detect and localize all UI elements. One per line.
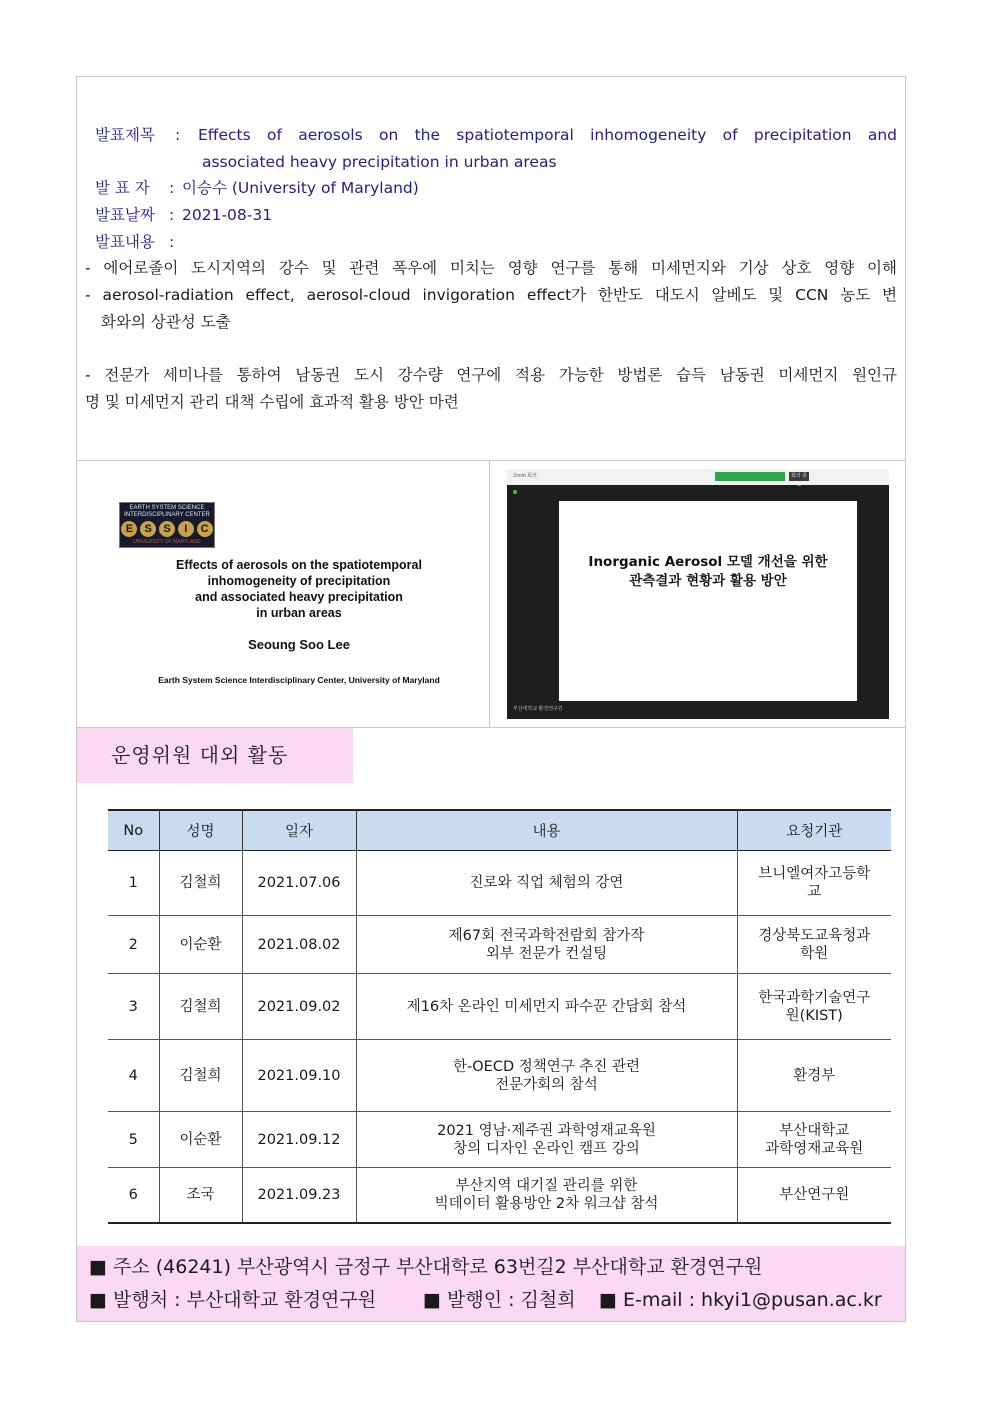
presentation-title-line2: associated heavy precipitation in urban areas [202, 153, 557, 171]
row-content: 한-OECD 정책연구 추진 관련 전문가회의 참석 [356, 1040, 737, 1112]
row-org: 부산대학교 과학영재교육원 [737, 1112, 891, 1168]
row-date: 2021.09.10 [242, 1040, 356, 1112]
logo-letter: I [178, 521, 194, 537]
photo-divider [489, 461, 490, 727]
presenter-name: 이승수 (University of Maryland) [182, 179, 419, 197]
logo-letter: E [121, 521, 137, 537]
logo-bottom-text: UNIVERSITY OF MARYLAND [133, 539, 201, 545]
footer [77, 1246, 905, 1321]
row-name: 이순환 [159, 1112, 242, 1168]
row-org: 경상북도교육청과 학원 [737, 916, 891, 974]
zoom-screenshot-right [507, 469, 889, 719]
row-date: 2021.09.02 [242, 974, 356, 1040]
activities-table [108, 809, 891, 1224]
header-content: 내용 [356, 810, 737, 851]
row-content: 진로와 직업 체험의 강연 [356, 851, 737, 916]
newsletter-page [76, 76, 906, 1322]
logo-letters [120, 521, 214, 537]
presentation-date: 2021-08-31 [182, 206, 273, 224]
row-date: 2021.08.02 [242, 916, 356, 974]
date-colon: : [169, 206, 175, 224]
row-no: 5 [108, 1112, 159, 1168]
content-bullet-2-line2: 화와의 상관성 도출 [101, 313, 231, 331]
footer-email: ■ E-mail : hkyi1@pusan.ac.kr [599, 1289, 882, 1311]
zoom-shared-slide [559, 501, 857, 701]
row-content: 제67회 전국과학전람회 참가작 외부 전문가 컨설팅 [356, 916, 737, 974]
table-row [108, 1040, 891, 1112]
zoom-status-dot [513, 490, 517, 494]
content-bullet-3-line1: - 전문가 세미나를 통하여 남동권 도시 강수량 연구에 적용 가능한 방법론 습득 남동권 미세먼지 원인규 [85, 366, 897, 384]
row-org: 환경부 [737, 1040, 891, 1112]
zoom-app-name: Zoom 회의 [513, 473, 537, 479]
table-header-row [108, 810, 891, 851]
content-label: 발표내용 [95, 233, 155, 251]
activities-heading: 운영위원 대외 활동 [77, 728, 353, 783]
content-colon: : [169, 233, 175, 251]
presentation-section [77, 77, 905, 461]
title-label: 발표제목 [95, 126, 155, 144]
row-content: 2021 영남·제주권 과학영재교육원 창의 디자인 온라인 캠프 강의 [356, 1112, 737, 1168]
header-date: 일자 [242, 810, 356, 851]
footer-address: ■ 주소 (46241) 부산광역시 금정구 부산대학로 63번길2 부산대학교 환경연구원 [89, 1256, 763, 1278]
slide-screenshot-left [89, 483, 473, 715]
logo-letter: S [140, 521, 156, 537]
table-row [108, 851, 891, 916]
table-row [108, 1168, 891, 1223]
footer-publisher: ■ 발행처 : 부산대학교 환경연구원 [89, 1289, 377, 1311]
row-no: 6 [108, 1168, 159, 1223]
slide-title: Effects of aerosols on the spatiotemporal inhomogeneity of precipitation and associated heavy precipitation in urban areas [176, 558, 422, 620]
zoom-slide-title: Inorganic Aerosol 모델 개선을 위한 관측결과 현황과 활용 방안 [588, 554, 828, 589]
row-no: 1 [108, 851, 159, 916]
essic-logo [119, 502, 215, 548]
logo-top-text: EARTH SYSTEM SCIENCE INTERDISCIPLINARY CENTER [124, 505, 210, 518]
zoom-share-indicator [715, 472, 785, 481]
row-content: 제16차 온라인 미세먼지 파수꾼 간담회 참석 [356, 974, 737, 1040]
table-row [108, 974, 891, 1040]
presenter-label: 발 표 자 [95, 179, 150, 197]
content-bullet-2-line1: - aerosol-radiation effect, aerosol-cloud invigoration effect가 한반도 대도시 알베도 및 CCN 농도 변 [85, 286, 897, 304]
row-org: 한국과학기술연구 원(KIST) [737, 974, 891, 1040]
header-name: 성명 [159, 810, 242, 851]
row-content: 부산지역 대기질 관리를 위한 빅데이터 활용방안 2차 워크샵 참석 [356, 1168, 737, 1223]
table-row [108, 916, 891, 974]
content-bullet-1: - 에어로졸이 도시지역의 강수 및 관련 폭우에 미치는 영향 연구를 통해 미세먼지와 기상 상호 영향 이해 [85, 259, 897, 277]
content-bullet-3-line2: 명 및 미세먼지 관리 대책 수립에 효과적 활용 방안 마련 [85, 393, 459, 411]
row-name: 김철희 [159, 974, 242, 1040]
row-no: 4 [108, 1040, 159, 1112]
presenter-colon: : [169, 179, 175, 197]
footer-issuer: ■ 발행인 : 김철희 [423, 1289, 576, 1311]
row-no: 2 [108, 916, 159, 974]
logo-letter: S [159, 521, 175, 537]
row-name: 이순환 [159, 916, 242, 974]
logo-letter: C [197, 521, 213, 537]
slide-affiliation: Earth System Science Interdisciplinary Center, University of Maryland [158, 675, 440, 685]
title-colon: : [175, 126, 181, 144]
photo-section [77, 461, 905, 728]
row-org: 부산연구원 [737, 1168, 891, 1223]
row-date: 2021.07.06 [242, 851, 356, 916]
presentation-title-line1: Effects of aerosols on the spatiotemporal inhomogeneity of precipitation and [198, 126, 897, 144]
zoom-participant-name: 부산대학교 환경연구원 [513, 706, 563, 712]
row-no: 3 [108, 974, 159, 1040]
row-date: 2021.09.12 [242, 1112, 356, 1168]
zoom-end-button: 회의 종료 [789, 472, 809, 481]
header-no: No [108, 810, 159, 851]
row-org: 브니엘여자고등학 교 [737, 851, 891, 916]
row-date: 2021.09.23 [242, 1168, 356, 1223]
slide-author: Seoung Soo Lee [248, 637, 350, 652]
date-label: 발표날짜 [95, 206, 155, 224]
row-name: 김철희 [159, 851, 242, 916]
header-org: 요청기관 [737, 810, 891, 851]
row-name: 김철희 [159, 1040, 242, 1112]
table-row [108, 1112, 891, 1168]
row-name: 조국 [159, 1168, 242, 1223]
zoom-toolbar [507, 469, 889, 488]
